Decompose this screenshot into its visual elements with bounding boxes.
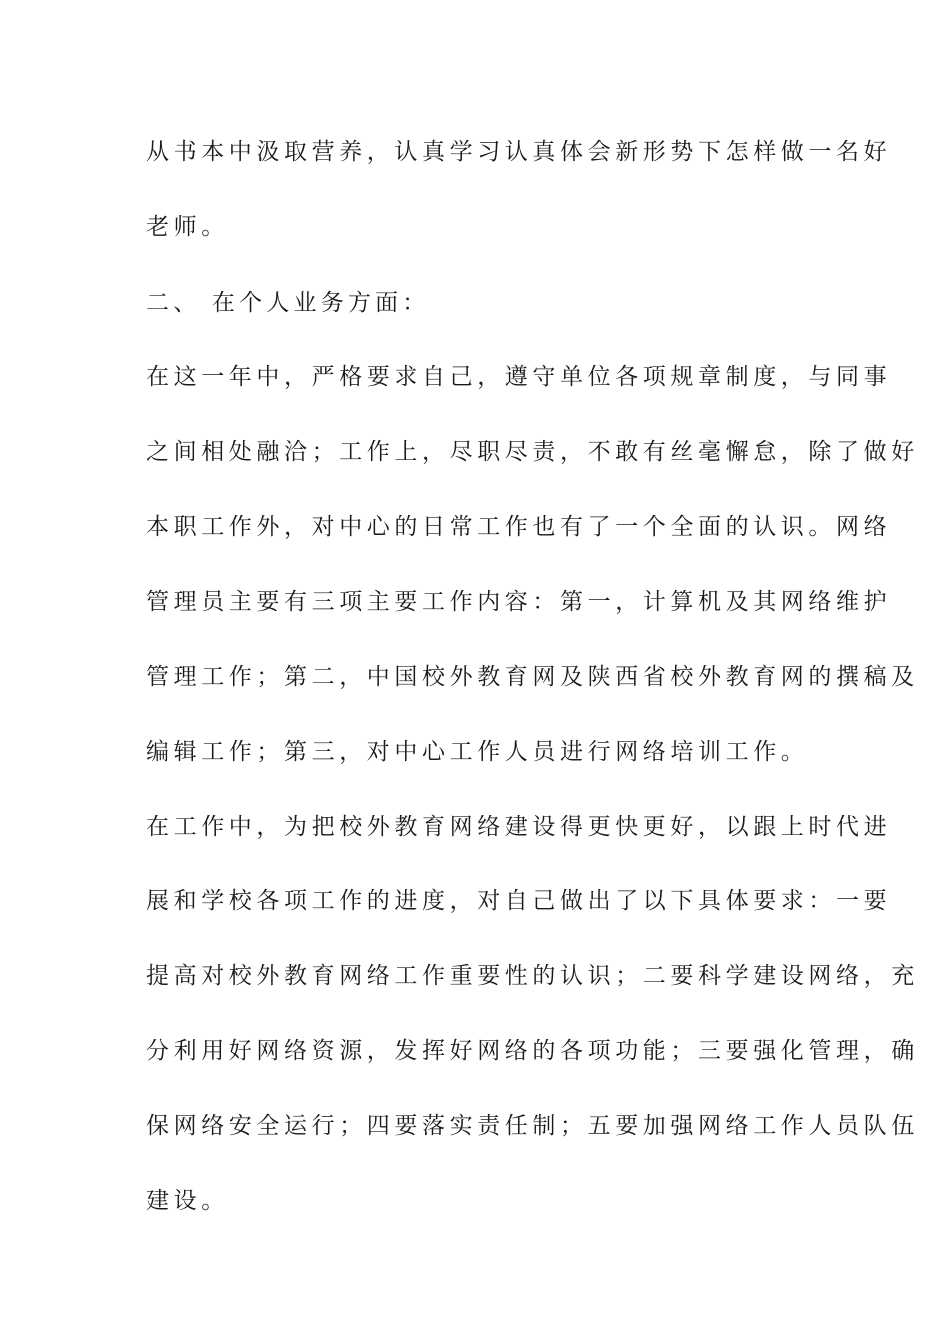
paragraph-line: 本职工作外，对中心的日常工作也有了一个全面的认识。网络 [146, 514, 892, 540]
paragraph-line: 在工作中，为把校外教育网络建设得更快更好，以跟上时代进 [146, 814, 892, 840]
paragraph-line: 管理员主要有三项主要工作内容：第一，计算机及其网络维护 [146, 589, 892, 615]
paragraph-line: 编辑工作；第三，对中心工作人员进行网络培训工作。 [146, 739, 809, 765]
paragraph-line: 保网络安全运行；四要落实责任制；五要加强网络工作人员队伍 [146, 1113, 919, 1139]
paragraph-line: 在这一年中，严格要求自己，遵守单位各项规章制度，与同事 [146, 364, 892, 390]
paragraph-line: 展和学校各项工作的进度，对自己做出了以下具体要求：一要 [146, 888, 892, 914]
paragraph-line: 建设。 [146, 1188, 229, 1214]
section-heading: 二、 在个人业务方面： [146, 290, 430, 316]
paragraph-line: 提高对校外教育网络工作重要性的认识；二要科学建设网络，充 [146, 963, 919, 989]
paragraph-line: 从书本中汲取营养，认真学习认真体会新形势下怎样做一名好 [146, 139, 892, 165]
paragraph-line: 老师。 [146, 214, 229, 240]
paragraph-line: 管理工作；第二，中国校外教育网及陕西省校外教育网的撰稿及 [146, 664, 919, 690]
paragraph-line: 分利用好网络资源，发挥好网络的各项功能；三要强化管理，确 [146, 1038, 919, 1064]
paragraph-line: 之间相处融洽；工作上，尽职尽责，不敢有丝毫懈怠，除了做好 [146, 439, 919, 465]
